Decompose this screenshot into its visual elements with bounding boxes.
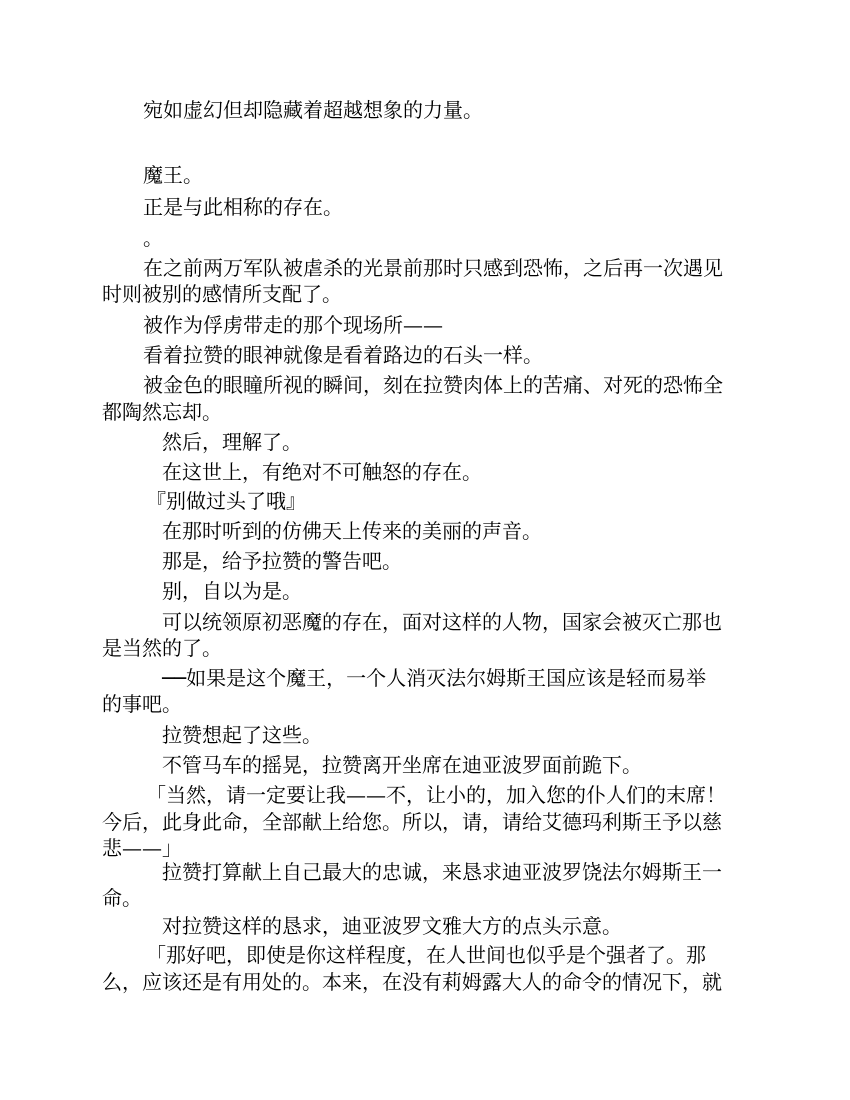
- text-line: 在之前两万军队被虐杀的光景前那时只感到恐怖，之后再一次遇见: [143, 256, 723, 280]
- text-line: 么，应该还是有用处的。本来，在没有莉姆露大人的命令的情况下，就: [102, 970, 722, 994]
- text-line: 可以统领原初恶魔的存在，面对这样的人物，国家会被灭亡那也: [162, 610, 722, 634]
- text-line: 不管马车的摇晃，拉赞离开坐席在迪亚波罗面前跪下。: [162, 753, 642, 777]
- text-line: 然后，理解了。: [162, 430, 302, 454]
- text-line: 被金色的眼瞳所视的瞬间，刻在拉赞肉体上的苦痛、对死的恐怖全: [143, 373, 723, 397]
- text-line: 。: [143, 226, 163, 250]
- text-line: 别，自以为是。: [162, 579, 302, 603]
- text-line: 今后，此身此命，全部献上给您。所以，请，请给艾德玛利斯王予以慈: [102, 810, 722, 834]
- text-line: 『别做过头了哦』: [146, 489, 306, 513]
- text-line: 对拉赞这样的恳求，迪亚波罗文雅大方的点头示意。: [162, 914, 622, 938]
- text-line: 「那好吧，即使是你这样程度，在人世间也似乎是个强者了。那: [146, 943, 706, 967]
- text-line: 拉赞打算献上自己最大的忠诚，来恳求迪亚波罗饶法尔姆斯王一: [162, 860, 722, 884]
- text-line: 魔王。: [143, 163, 203, 187]
- text-line: 在这世上，有绝对不可触怒的存在。: [162, 460, 482, 484]
- text-line: 都陶然忘却。: [102, 400, 222, 424]
- text-line: 时则被别的感情所支配了。: [102, 282, 342, 306]
- text-line: 命。: [102, 886, 142, 910]
- text-line: ──如果是这个魔王，一个人消灭法尔姆斯王国应该是轻而易举: [162, 666, 707, 690]
- text-line: 宛如虚幻但却隐藏着超越想象的力量。: [143, 98, 483, 122]
- text-line: 被作为俘虏带走的那个现场所——: [143, 313, 443, 337]
- text-line: 正是与此相称的存在。: [143, 195, 343, 219]
- text-line: 拉赞想起了这些。: [162, 723, 322, 747]
- text-line: 的事吧。: [102, 692, 182, 716]
- text-line: 那是，给予拉赞的警告吧。: [162, 549, 402, 573]
- text-line: 是当然的了。: [102, 636, 222, 660]
- text-line: 看着拉赞的眼神就像是看着路边的石头一样。: [143, 343, 543, 367]
- text-line: 悲——」: [102, 836, 182, 860]
- text-line: 「当然，请一定要让我——不，让小的，加入您的仆人们的末席！: [146, 783, 726, 807]
- text-line: 在那时听到的仿佛天上传来的美丽的声音。: [162, 519, 542, 543]
